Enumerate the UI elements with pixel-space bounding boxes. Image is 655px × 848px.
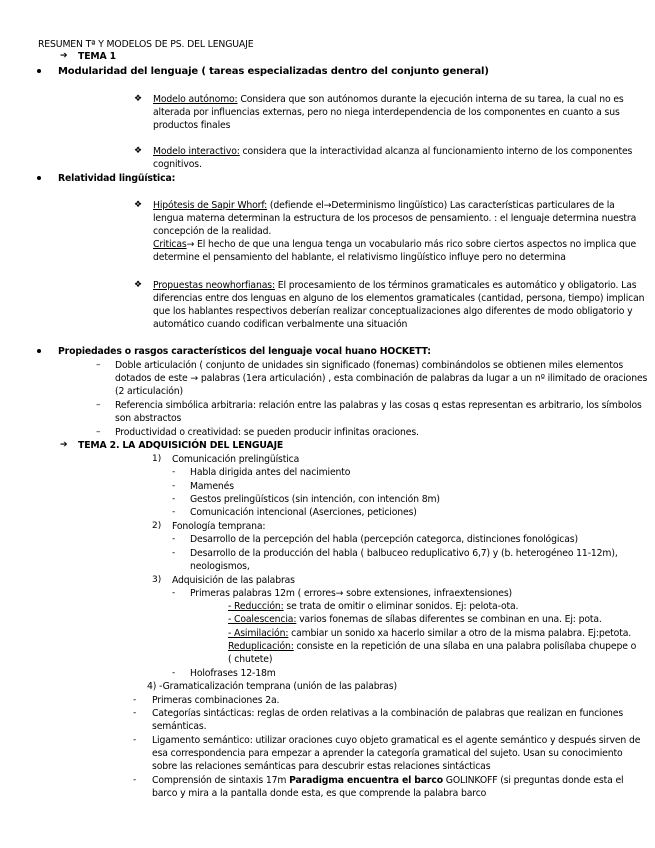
asimilacion-term: - Asimilación: (228, 628, 289, 639)
diamond-bullet-icon: ❖ (134, 200, 143, 210)
reduccion-text: se trata de omitir o eliminar sonidos. Ej: pelota-ota. (283, 601, 519, 612)
list-item: Ligamento semántico: utilizar oraciones cuyo objeto gramatical es el agente semántico y después sirven de (152, 735, 641, 746)
list-item-continuation: semánticas. (152, 721, 207, 732)
hockett-heading: Propiedades o rasgos característicos del lenguaje vocal huano HOCKETT: (58, 346, 431, 357)
list-item-continuation: barco y mira a la pantalla donde esta, es que comprende la palabra barco (152, 788, 487, 799)
golinkoff-text: GOLINKOFF (si preguntas donde esta el (442, 775, 624, 786)
modelo-autonomo-line-2: alterada por influencias externas, pero no niega interdependencia de los componentes en cuanto a sus (153, 107, 620, 118)
referencia-line: Referencia simbólica arbitraria: relación entre las palabras y las cosas q estas representan es arbitrario, los símbolos (115, 400, 642, 411)
neowhorfianas-text: El procesamiento de los términos gramaticales es automático y obligatorio. Las (274, 280, 637, 291)
fonologia-title: Fonología temprana: (172, 521, 266, 532)
sapir-whorf-text: (defiende el→Determinismo lingüístico) Las características particulares de la (267, 200, 615, 211)
list-item: Desarrollo de la percepción del habla (percepción categorca, distinciones fonológicas) (190, 534, 578, 545)
hyphen-bullet-icon: - (133, 775, 137, 785)
tema1-heading: TEMA 1 (78, 51, 116, 62)
list-item: Primeras combinaciones 2a. (152, 695, 280, 706)
list-item: Mamenés (190, 481, 234, 492)
item-number: 2) (152, 521, 162, 531)
referencia-line-2: son abstractos (115, 413, 182, 424)
doble-articulacion-line: Doble articulación ( conjunto de unidades sin significado (fonemas) combinándolos se obtienen miles elementos (115, 360, 624, 371)
modelo-autonomo-line (153, 93, 624, 106)
reduplicacion-line-2: ( chutete) (228, 654, 273, 665)
hyphen-bullet-icon: - (133, 708, 137, 718)
neowhorfianas-term: Propuestas neowhorfianas: (153, 280, 275, 291)
sapir-whorf-line-3: concepción de la realidad. (153, 226, 272, 237)
bullet-dot-icon (37, 349, 41, 353)
productividad-line: Productividad o creatividad: se pueden producir infinitas oraciones. (115, 427, 419, 438)
dash-bullet-icon: – (96, 360, 101, 370)
criticas-text: → El hecho de que una lengua tenga un vocabulario más rico sobre ciertos aspectos no implica que (186, 239, 637, 250)
list-item: Desarrollo de la producción del habla ( balbuceo reduplicativo 6,7) y (b. heterogéneo 11-12m), (190, 548, 618, 559)
paradigma-term: Paradigma encuentra el barco (289, 775, 443, 786)
arrow-bullet-icon: ➔ (60, 51, 68, 61)
reduccion-term: - Reducción: (228, 601, 284, 612)
reduplicacion-text: consiste en la repetición de una sílaba en una palabra polisílaba chupepe o (293, 641, 637, 652)
tema2-heading: TEMA 2. LA ADQUISICIÓN DEL LENGUAJE (78, 440, 284, 451)
hyphen-bullet-icon: - (172, 467, 176, 477)
reduplicacion-term: Reduplicación: (228, 641, 294, 652)
modelo-autonomo-line-3: productos finales (153, 120, 231, 131)
modelo-autonomo-term: Modelo autónomo: (153, 94, 238, 105)
dash-bullet-icon: – (96, 427, 101, 437)
gramaticalizacion-title: 4) -Gramaticalización temprana (unión de las palabras) (147, 681, 397, 692)
arrow-bullet-icon: ➔ (60, 440, 68, 450)
list-item-continuation: sobre las relaciones semánticas para descubrir estas relaciones sintácticas (152, 761, 491, 772)
sapir-whorf-line (153, 199, 615, 212)
sapir-whorf-line-2: lengua materna determinan la estructura de los procesos de pensamiento. : el lenguaje determina nuestra (153, 213, 637, 224)
dash-bullet-icon: – (96, 400, 101, 410)
neowhorfianas-line (153, 279, 636, 292)
modelo-interactivo-line (153, 145, 632, 158)
hyphen-bullet-icon: - (172, 668, 176, 678)
document-title: RESUMEN Tª Y MODELOS DE PS. DEL LENGUAJE (38, 39, 254, 50)
hyphen-bullet-icon: - (172, 494, 176, 504)
criticas-term: Criticas (153, 239, 187, 250)
list-item: Habla dirigida antes del nacimiento (190, 467, 351, 478)
criticas-line-2: determine el pensamiento del hablante, el relativismo lingüístico influye pero no determina (153, 252, 566, 263)
asimilacion-text: cambiar un sonido xa hacerlo similar a otro de la misma palabra. Ej:petota. (288, 628, 632, 639)
reduccion-line (228, 600, 518, 613)
doble-articulacion-line-3: (2 articulación) (115, 386, 184, 397)
modelo-interactivo-line-2: cognitivos. (153, 159, 202, 170)
list-item: Categorías sintácticas: reglas de orden relativas a la combinación de palabras que realizan en funciones (152, 708, 624, 719)
list-item: Holofrases 12-18m (190, 668, 276, 679)
diamond-bullet-icon: ❖ (134, 280, 143, 290)
neowhorfianas-line-3: que los hablantes respectivos deberían realizar conceptualizaciones algo diferentes de modo obligatorio y (153, 306, 633, 317)
list-item: Gestos prelingüísticos (sin intención, con intención 8m) (190, 494, 440, 505)
adquisicion-palabras-title: Adquisición de las palabras (172, 575, 295, 586)
comprension-text: Comprensión de sintaxis 17m (152, 775, 290, 786)
reduplicacion-line (228, 640, 636, 653)
modelo-autonomo-text: Considera que son autónomos durante la ejecución interna de su tarea, la cual no es (237, 94, 624, 105)
relatividad-heading: Relatividad lingüística: (58, 173, 176, 184)
hyphen-bullet-icon: - (172, 548, 176, 558)
hyphen-bullet-icon: - (172, 588, 176, 598)
comunicacion-prelinguistica-title: Comunicación prelingüística (172, 454, 300, 465)
item-number: 1) (152, 454, 162, 464)
coalescencia-text: varios fonemas de sílabas diferentes se combinan en una. Ej: pota. (296, 614, 602, 625)
doble-articulacion-line-2: dotados de este → palabras (1era articulación) , esta combinación de palabras da lugar a un nº ilimitado de oraciones (115, 373, 648, 384)
hyphen-bullet-icon: - (133, 735, 137, 745)
diamond-bullet-icon: ❖ (134, 94, 143, 104)
list-item (152, 774, 623, 787)
list-item-continuation: neologismos, (190, 561, 250, 572)
modularidad-heading: Modularidad del lenguaje ( tareas especializadas dentro del conjunto general) (58, 66, 489, 77)
hyphen-bullet-icon: - (172, 534, 176, 544)
neowhorfianas-line-4: automático cuando codifican verbalmente una situación (153, 319, 408, 330)
criticas-line (153, 238, 636, 251)
hyphen-bullet-icon: - (172, 507, 176, 517)
list-item-continuation: esa correspondencia para empezar a aprender la categoría gramatical del sujeto. Usan su conocimiento (152, 748, 623, 759)
hyphen-bullet-icon: - (172, 481, 176, 491)
bullet-dot-icon (37, 176, 41, 180)
bullet-dot-icon (37, 69, 41, 73)
modelo-interactivo-term: Modelo interactivo: (153, 146, 240, 157)
coalescencia-line (228, 613, 602, 626)
modelo-interactivo-text: considera que la interactividad alcanza al funcionamiento interno de los componentes (239, 146, 633, 157)
diamond-bullet-icon: ❖ (134, 146, 143, 156)
item-number: 3) (152, 575, 162, 585)
neowhorfianas-line-2: diferencias entre dos lenguas en alguno de los elementos gramaticales (cantidad, persona, tiempo) implican (153, 293, 645, 304)
hyphen-bullet-icon: - (133, 695, 137, 705)
sapir-whorf-term: Hipótesis de Sapir Whorf: (153, 200, 268, 211)
list-item: Comunicación intencional (Aserciones, peticiones) (190, 507, 417, 518)
list-item: Primeras palabras 12m ( errores→ sobre extensiones, infraextensiones) (190, 588, 513, 599)
asimilacion-line (228, 627, 631, 640)
coalescencia-term: - Coalescencia: (228, 614, 297, 625)
